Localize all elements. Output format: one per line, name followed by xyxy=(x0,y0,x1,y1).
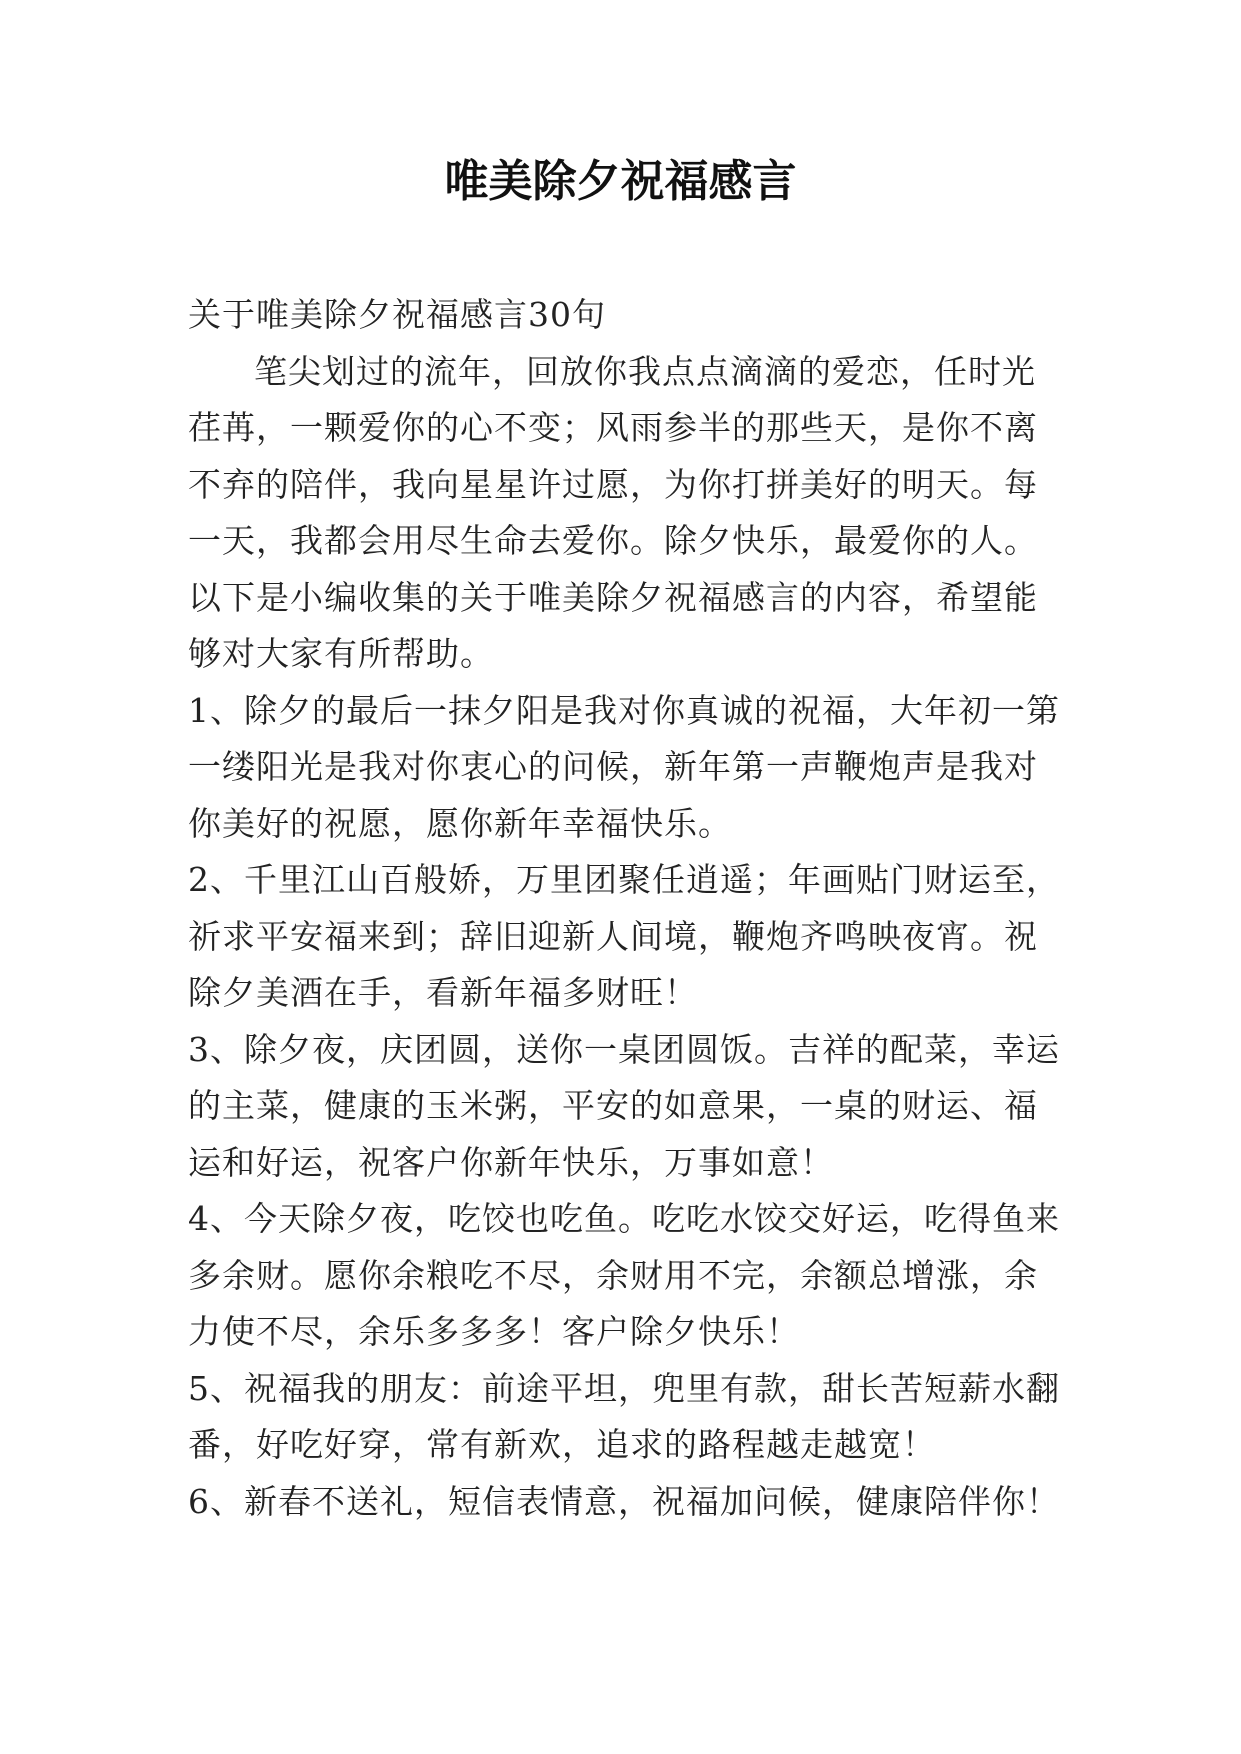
list-item: 5、祝福我的朋友：前途平坦，兜里有款，甜长苦短薪水翻番，好吃好穿，常有新欢，追求的路程越走越宽！ xyxy=(188,1368,1060,1464)
list-item: 6、新春不送礼，短信表情意，祝福加问候，健康陪伴你！ xyxy=(188,1481,1060,1521)
intro-paragraph: 笔尖划过的流年，回放你我点点滴滴的爱恋，任时光荏苒，一颗爱你的心不变；风雨参半的那些天，是你不离不弃的陪伴，我向星星许过愿，为你打拼美好的明天。每一天，我都会用尽生命去爱你。除夕快乐，最爱你的人。以下是小编收集的关于唯美除夕祝福感言的内容，希望能够对大家有所帮助。 xyxy=(188,351,1038,673)
document-body xyxy=(188,287,1068,1530)
list-item: 3、除夕夜，庆团圆，送你一桌团圆饭。吉祥的配菜，幸运的主菜，健康的玉米粥，平安的如意果，一桌的财运、福运和好运，祝客户你新年快乐，万事如意！ xyxy=(188,1029,1060,1182)
list-item: 1、除夕的最后一抹夕阳是我对你真诚的祝福，大年初一第一缕阳光是我对你衷心的问候，新年第一声鞭炮声是我对你美好的祝愿，愿你新年幸福快乐。 xyxy=(188,690,1060,843)
list-item: 2、千里江山百般娇，万里团聚任逍遥；年画贴门财运至，祈求平安福来到；辞旧迎新人间境，鞭炮齐鸣映夜宵。祝除夕美酒在手，看新年福多财旺！ xyxy=(188,860,1060,1012)
list-item: 4、今天除夕夜，吃饺也吃鱼。吃吃水饺交好运，吃得鱼来多余财。愿你余粮吃不尽，余财用不完，余额总增涨，余力使不尽，余乐多多多！客户除夕快乐！ xyxy=(188,1199,1060,1351)
document-title: 唯美除夕祝福感言 xyxy=(444,156,797,207)
document-subtitle: 关于唯美除夕祝福感言30句 xyxy=(188,295,606,334)
